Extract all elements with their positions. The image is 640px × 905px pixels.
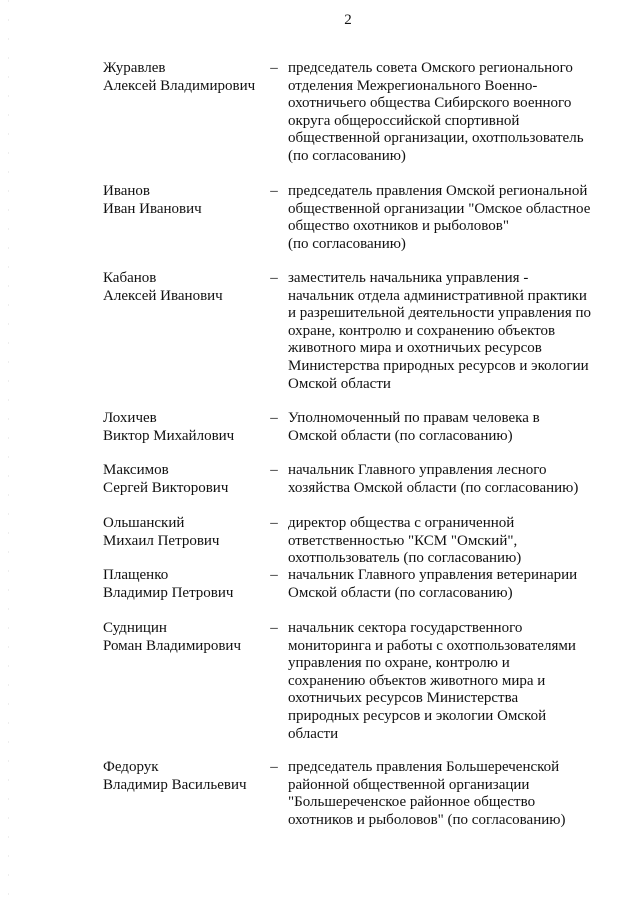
member-surname: Судницин (103, 620, 167, 636)
dash-separator: – (270, 60, 278, 76)
dash-separator: – (270, 567, 278, 583)
position-line: хозяйства Омской области (по согласованию) (288, 479, 579, 496)
member-name (103, 620, 268, 655)
member-surname: Федорук (103, 759, 159, 775)
member-surname: Журавлев (103, 60, 166, 76)
position-line: округа общероссийской спортивной (288, 112, 520, 129)
member-given-names: Сергей Викторович (103, 479, 229, 496)
position-line: области (288, 725, 339, 742)
position-line: охотничьих ресурсов Министерства (288, 690, 519, 707)
position-line: животного мира и охотничьих ресурсов (288, 340, 542, 357)
member-position (288, 620, 603, 743)
member-surname: Иванов (103, 183, 150, 199)
position-line: "Большереченское районное общество (288, 794, 536, 811)
member-name (103, 567, 268, 602)
member-name (103, 60, 268, 95)
position-line: начальник Главного управления ветеринарии (288, 567, 578, 583)
dash-separator: – (270, 270, 278, 286)
dash-separator: – (270, 410, 278, 426)
member-given-names: Владимир Васильевич (103, 776, 247, 793)
member-position (288, 462, 603, 497)
position-line: Уполномоченный по правам человека в (288, 410, 540, 426)
position-line: председатель правления Омской региональной (288, 183, 588, 199)
position-line: сохранению объектов животного мира и (288, 672, 546, 689)
position-line: общественной организации, охотпользователь (288, 130, 584, 147)
member-name (103, 759, 268, 794)
position-line: председатель правления Большереченской (288, 759, 560, 775)
member-surname: Плащенко (103, 567, 169, 583)
member-given-names: Алексей Иванович (103, 287, 223, 304)
position-line: управления по охране, контролю и (288, 655, 510, 672)
member-given-names: Виктор Михайлович (103, 427, 235, 444)
position-line: начальник сектора государственного (288, 620, 523, 636)
position-line: и разрешительной деятельности управления по (288, 305, 592, 322)
member-given-names: Алексей Владимирович (103, 77, 256, 94)
position-line: ответственностью "КСМ "Омский", (288, 532, 518, 549)
position-line: природных ресурсов и экологии Омской (288, 707, 547, 724)
member-surname: Ольшанский (103, 515, 185, 531)
position-line: районной общественной организации (288, 776, 530, 793)
member-name (103, 410, 268, 445)
position-line: Омской области (по согласованию) (288, 584, 513, 601)
dash-separator: – (270, 759, 278, 775)
position-line: Омской области (по согласованию) (288, 427, 513, 444)
member-name (103, 270, 268, 305)
member-name (103, 462, 268, 497)
position-line: охране, контролю и сохранению объектов (288, 322, 556, 339)
position-line: Министерства природных ресурсов и экологии (288, 357, 589, 374)
member-given-names: Роман Владимирович (103, 637, 241, 654)
position-line: председатель совета Омского регионального (288, 60, 573, 76)
position-line: общество охотников и рыболовов" (288, 218, 509, 235)
member-surname: Лохичев (103, 410, 157, 426)
member-position (288, 567, 603, 602)
member-surname: Максимов (103, 462, 169, 478)
member-position (288, 515, 603, 568)
member-position (288, 183, 603, 253)
dash-separator: – (270, 515, 278, 531)
page-number: 2 (344, 12, 352, 28)
position-line: (по согласованию) (288, 235, 406, 252)
member-given-names: Михаил Петрович (103, 532, 220, 549)
position-line: заместитель начальника управления - (288, 270, 529, 286)
member-name (103, 515, 268, 550)
member-position (288, 410, 603, 445)
position-line: общественной организации "Омское областное (288, 200, 591, 217)
position-line: мониторинга и работы с охотпользователями (288, 637, 576, 654)
member-given-names: Иван Иванович (103, 200, 202, 217)
member-position (288, 270, 603, 393)
position-line: начальник Главного управления лесного (288, 462, 547, 478)
position-line: охотпользователь (по согласованию) (288, 550, 522, 567)
position-line: отделения Межрегионального Военно- (288, 77, 538, 94)
position-line: охотничьего общества Сибирского военного (288, 95, 572, 112)
member-surname: Кабанов (103, 270, 157, 286)
position-line: директор общества с ограниченной (288, 515, 515, 531)
dash-separator: – (270, 183, 278, 199)
position-line: Омской области (288, 375, 391, 392)
position-line: (по согласованию) (288, 147, 406, 164)
position-line: охотников и рыболовов" (по согласованию) (288, 811, 566, 828)
member-position (288, 60, 603, 166)
member-given-names: Владимир Петрович (103, 584, 234, 601)
member-position (288, 759, 603, 829)
scan-edge-artifact (8, 0, 9, 905)
member-name (103, 183, 268, 218)
dash-separator: – (270, 462, 278, 478)
position-line: начальник отдела административной практики (288, 287, 587, 304)
dash-separator: – (270, 620, 278, 636)
